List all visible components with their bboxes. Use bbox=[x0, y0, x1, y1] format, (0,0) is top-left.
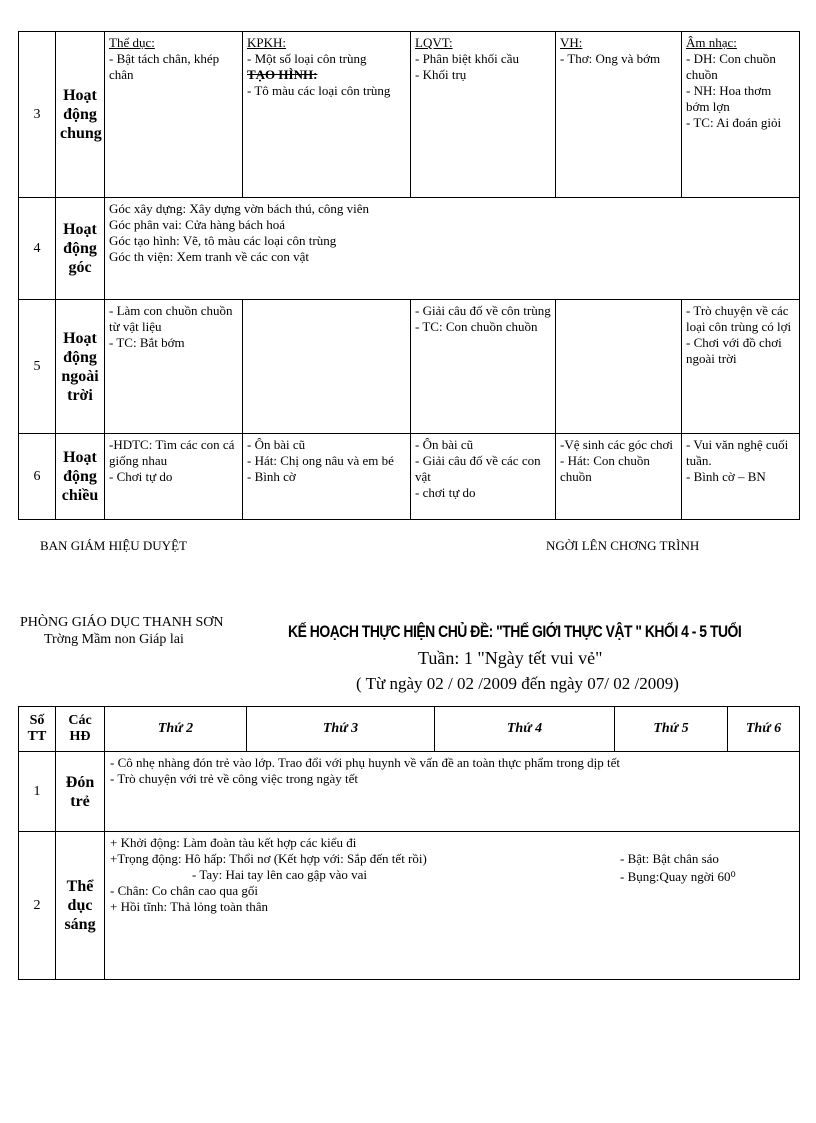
cell-friday bbox=[682, 434, 800, 520]
cell-thursday bbox=[556, 32, 682, 198]
cell-line: - DH: Con chuồn chuồn bbox=[686, 51, 776, 82]
cell-line: - Bụng:Quay ngời 60⁰ bbox=[620, 869, 736, 884]
activity-label: Đón trẻ bbox=[56, 752, 105, 832]
top-plan-table bbox=[18, 31, 800, 520]
cell-tuesday bbox=[243, 434, 411, 520]
column-header: Số TT bbox=[19, 707, 56, 752]
cell-line: - Bật: Bật chân sáo bbox=[620, 851, 719, 866]
table-row bbox=[19, 32, 800, 198]
subject-heading: Âm nhạc: bbox=[686, 35, 737, 50]
cell-line: + Khởi động: Làm đoàn tàu kết hợp các kiểu đi bbox=[110, 835, 357, 850]
cell-line: - Trò chuyện với trẻ về công việc trong ngày tết bbox=[110, 771, 359, 786]
column-header: Thứ 5 bbox=[615, 707, 728, 752]
cell-monday bbox=[105, 32, 243, 198]
cell-line: - Chơi với đồ chơi ngoài trời bbox=[686, 335, 782, 366]
cell-line: - NH: Hoa thơm bớm lợn bbox=[686, 83, 772, 114]
page-title: KẾ HOẠCH THỰC HIỆN CHỦ ĐỀ: "THẾ GIỚI THỰC VẬT " KHỐI 4 - 5 TUỔI bbox=[288, 622, 742, 641]
column-header: Các HĐ bbox=[56, 707, 105, 752]
cell-thursday bbox=[556, 300, 682, 434]
table-row bbox=[19, 752, 800, 832]
row-number: 4 bbox=[19, 198, 56, 300]
cell-wednesday bbox=[411, 300, 556, 434]
subject-heading: VH: bbox=[560, 35, 583, 50]
cell-line: - Làm con chuồn chuồn từ vật liệu bbox=[109, 303, 233, 334]
cell-line: - Bình cờ bbox=[247, 469, 296, 484]
department-name: PHÒNG GIÁO DỤC THANH SƠN bbox=[20, 615, 224, 630]
cell-line: - Cô nhẹ nhàng đón trẻ vào lớp. Trao đổi với phụ huynh về vấn đề an toàn thực phẩm trong dịp tết bbox=[110, 755, 621, 770]
date-range: ( Từ ngày 02 / 02 /2009 đến ngày 07/ 02 /2009) bbox=[356, 674, 679, 693]
activity-label: Hoạt động góc bbox=[56, 198, 105, 300]
column-header: Thứ 3 bbox=[247, 707, 435, 752]
cell-line: -Vệ sinh các góc chơi bbox=[560, 437, 673, 452]
cell-line: - Khối trụ bbox=[415, 67, 467, 82]
cell-line: - Vui văn nghệ cuối tuần. bbox=[686, 437, 789, 468]
morning-exercise-cell bbox=[105, 832, 800, 980]
cell-line: - Một số loại côn trùng bbox=[247, 51, 367, 66]
column-header: Thứ 4 bbox=[435, 707, 615, 752]
activity-label: Hoạt động chung bbox=[56, 32, 105, 198]
school-name: Trờng Mầm non Giáp lai bbox=[44, 632, 184, 647]
cell-line: - Tay: Hai tay lên cao gập vào vai bbox=[192, 867, 368, 882]
activity-label: Hoạt động ngoài trời bbox=[56, 300, 105, 434]
cell-line: Góc th viện: Xem tranh về các con vật bbox=[109, 249, 309, 264]
table-row bbox=[19, 300, 800, 434]
cell-line: - Hát: Chị ong nâu và em bé bbox=[247, 453, 394, 468]
cell-line: - Chơi tự do bbox=[109, 469, 173, 484]
column-header: Thứ 6 bbox=[728, 707, 800, 752]
cell-line: + Hồi tĩnh: Thả lỏng toàn thân bbox=[110, 899, 269, 914]
week-title: Tuần: 1 "Ngày tết vui vẻ" bbox=[418, 648, 603, 668]
table-row bbox=[19, 198, 800, 300]
row-number: 5 bbox=[19, 300, 56, 434]
cell-tuesday bbox=[243, 300, 411, 434]
cell-line: - chơi tự do bbox=[415, 485, 476, 500]
subject-heading: TẠO HÌNH: bbox=[247, 67, 318, 82]
weekly-plan-table bbox=[18, 706, 800, 980]
cell-line: Góc tạo hình: Vẽ, tô màu các loại côn trùng bbox=[109, 233, 337, 248]
cell-monday bbox=[105, 300, 243, 434]
row-number: 3 bbox=[19, 32, 56, 198]
cell-monday bbox=[105, 434, 243, 520]
cell-line: Góc phân vai: Cửa hàng bách hoá bbox=[109, 217, 285, 232]
cell-line: - TC: Con chuồn chuồn bbox=[415, 319, 538, 334]
row-number: 1 bbox=[19, 752, 56, 832]
cell-tuesday bbox=[243, 32, 411, 198]
arrival-cell bbox=[105, 752, 800, 832]
cell-friday bbox=[682, 300, 800, 434]
activity-label: Thể dục sáng bbox=[56, 832, 105, 980]
table-row bbox=[19, 832, 800, 980]
cell-line: - Phân biệt khối cầu bbox=[415, 51, 519, 66]
cell-thursday bbox=[556, 434, 682, 520]
subject-heading: Thể dục: bbox=[109, 35, 155, 50]
row-number: 2 bbox=[19, 832, 56, 980]
cell-line: +Trọng động: Hô hấp: Thổi nơ (Kết hợp với: Sắp đến tết rồi) bbox=[110, 851, 427, 866]
signature-left: BAN GIÁM HIỆU DUYỆT bbox=[40, 538, 187, 553]
cell-line: - Trò chuyện về các loại côn trùng có lợi bbox=[686, 303, 792, 334]
cell-line: - Bật tách chân, khép chân bbox=[109, 51, 220, 82]
cell-line: - Giải câu đố về côn trùng bbox=[415, 303, 551, 318]
cell-line: - Thơ: Ong và bớm bbox=[560, 51, 661, 66]
cell-line: - Bình cờ – BN bbox=[686, 469, 766, 484]
corner-activities-cell bbox=[105, 198, 800, 300]
cell-line: - TC: Bắt bớm bbox=[109, 335, 185, 350]
cell-line: - Hát: Con chuồn chuồn bbox=[560, 453, 650, 484]
cell-line: - Ôn bài cũ bbox=[415, 437, 474, 452]
subject-heading: KPKH: bbox=[247, 35, 287, 50]
cell-wednesday bbox=[411, 32, 556, 198]
cell-friday bbox=[682, 32, 800, 198]
cell-line: - TC: Ai đoán giỏi bbox=[686, 115, 782, 130]
cell-line: - Tô màu các loại côn trùng bbox=[247, 83, 391, 98]
cell-line: - Giải câu đố về các con vật bbox=[415, 453, 541, 484]
cell-wednesday bbox=[411, 434, 556, 520]
header-row bbox=[19, 707, 800, 752]
signature-right: NGỜI LÊN CHƠNG TRÌNH bbox=[546, 538, 700, 553]
cell-line: - Ôn bài cũ bbox=[247, 437, 306, 452]
subject-heading: LQVT: bbox=[415, 35, 453, 50]
table-row bbox=[19, 434, 800, 520]
cell-line: -HDTC: Tìm các con cá giống nhau bbox=[109, 437, 235, 468]
row-number: 6 bbox=[19, 434, 56, 520]
activity-label: Hoạt động chiều bbox=[56, 434, 105, 520]
cell-line: Góc xây dựng: Xây dựng vờn bách thú, công viên bbox=[109, 201, 369, 216]
cell-line: - Chân: Co chân cao qua gối bbox=[110, 883, 259, 898]
column-header: Thứ 2 bbox=[105, 707, 247, 752]
